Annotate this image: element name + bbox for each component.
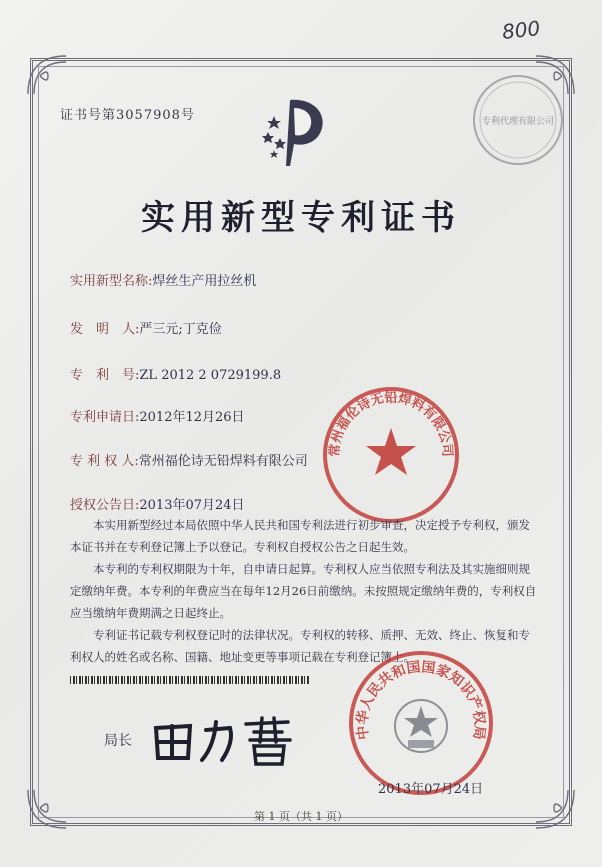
agency-seal-graphic xyxy=(470,72,566,168)
grant-date-label: 授权公告日: xyxy=(70,498,140,513)
filing-date-label: 专利申请日: xyxy=(70,410,140,425)
body-paragraph-2: 本专利的专利权期限为十年，自申请日起算。专利权人应当依照专利法及其实施细则规定缴纳年费。本专利的年费应当在每年12月26日前缴纳。未按照规定缴纳年费的，专利权自应当缴纳年费期满之日起终止。 xyxy=(70,562,537,620)
stamp-date: 2013年07月24日 xyxy=(378,782,484,797)
utility-name-label: 实用新型名称: xyxy=(70,274,153,289)
patent-number-value: ZL 2012 2 0729199.8 xyxy=(139,368,282,383)
patent-number-label: 专 利 号: xyxy=(70,368,140,383)
field-patentee xyxy=(70,450,308,469)
grant-date-value: 2013年07月24日 xyxy=(139,498,245,513)
field-grant-date xyxy=(70,494,245,513)
field-inventor xyxy=(70,318,222,337)
director-signature xyxy=(150,712,300,768)
certificate-number: 证书号第3057908号 xyxy=(60,108,195,123)
company-red-seal-graphic xyxy=(318,382,464,528)
certificate-title: 实用新型专利证书 xyxy=(141,198,461,238)
field-filing-date xyxy=(70,406,245,425)
field-utility-name xyxy=(70,270,256,289)
patentee-label: 专 利 权 人: xyxy=(70,454,139,469)
certificate-body xyxy=(70,514,540,668)
patentee-value: 常州福伦诗无铅焊料有限公司 xyxy=(138,454,308,469)
inventor-value: 严三元;丁克俭 xyxy=(139,322,222,337)
filing-date-value: 2012年12月26日 xyxy=(139,410,245,425)
barcode xyxy=(70,676,310,684)
patent-office-emblem-icon xyxy=(260,94,330,170)
body-paragraph-3: 专利证书记载专利权登记时的法律状况。专利权的转移、质押、无效、终止、恢复和专利权人的姓名或名称、国籍、地址变更等事项记载在专利登记簿上。 xyxy=(70,628,530,664)
field-patent-number xyxy=(70,364,281,383)
company-red-seal xyxy=(318,382,464,532)
director-label: 局长 xyxy=(104,733,132,749)
company-seal-text: 常州福伦诗无铅焊料有限公司 xyxy=(327,390,455,458)
body-paragraph-1: 本实用新型经过本局依照中华人民共和国专利法进行初步审查，决定授予专利权，颁发本证书并在专利登记簿上予以登记。专利权自授权公告之日起生效。 xyxy=(70,518,530,554)
agency-seal-text: 专利代理有限公司 xyxy=(481,117,555,127)
utility-name-value: 焊丝生产用拉丝机 xyxy=(152,274,257,289)
agency-seal xyxy=(470,72,566,172)
sipo-red-seal-graphic xyxy=(346,648,496,798)
corner-ornament-top-left xyxy=(26,54,68,96)
page-number: 第 1 页（共 1 页） xyxy=(254,810,348,823)
inventor-label: 发 明 人: xyxy=(70,322,140,337)
handwritten-note: 800 xyxy=(500,16,542,44)
sipo-seal-text: 中华人民共和国国家知识产权局 xyxy=(354,659,488,741)
